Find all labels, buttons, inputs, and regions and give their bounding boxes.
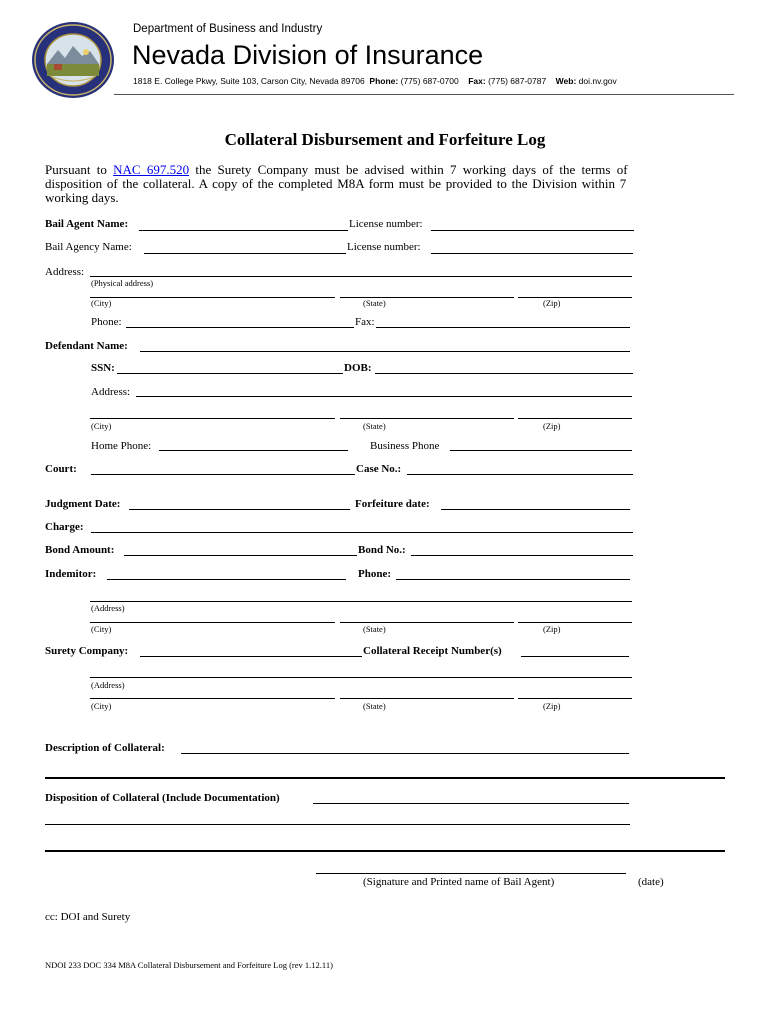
bail-agency-name-field[interactable] xyxy=(144,253,346,254)
home-phone-label: Home Phone: xyxy=(91,440,152,452)
agency-state-hint: (State) xyxy=(363,298,386,308)
ssn-label: SSN: xyxy=(91,362,115,374)
bond-amount-field[interactable] xyxy=(124,555,357,556)
charge-label: Charge: xyxy=(45,521,84,533)
indemitor-state-field[interactable] xyxy=(340,622,514,623)
web-label: Web: xyxy=(555,76,577,86)
bail-agent-name-label: Bail Agent Name: xyxy=(45,218,129,230)
forfeiture-date-field[interactable] xyxy=(441,509,630,510)
defendant-name-field[interactable] xyxy=(140,351,630,352)
home-phone-field[interactable] xyxy=(159,450,348,451)
department-name: Department of Business and Industry xyxy=(133,23,323,35)
intro-line-3: working days. xyxy=(45,190,119,205)
indemitor-zip-hint: (Zip) xyxy=(543,624,561,634)
agency-web: doi.nv.gov xyxy=(578,76,617,86)
collateral-receipt-field[interactable] xyxy=(521,656,629,657)
indemitor-address-field[interactable] xyxy=(90,601,632,602)
license-number-field[interactable] xyxy=(431,230,634,231)
agency-license-number-label: License number: xyxy=(347,241,421,253)
surety-zip-hint: (Zip) xyxy=(543,701,561,711)
agency-phone: (775) 687-0700 xyxy=(400,76,459,86)
disposition-collateral-field-2[interactable] xyxy=(45,824,630,825)
header-divider xyxy=(114,94,734,95)
court-field[interactable] xyxy=(91,474,355,475)
defendant-address-label: Address: xyxy=(91,386,131,398)
surety-company-field[interactable] xyxy=(140,656,362,657)
defendant-city-hint: (City) xyxy=(91,421,112,431)
bond-no-field[interactable] xyxy=(411,555,633,556)
signature-label: (Signature and Printed name of Bail Agent) xyxy=(363,876,555,888)
disposition-collateral-label: Disposition of Collateral (Include Documentation) xyxy=(45,792,280,804)
surety-state-hint: (State) xyxy=(363,701,386,711)
defendant-name-label: Defendant Name: xyxy=(45,340,128,352)
cc-note: cc: DOI and Surety xyxy=(45,911,131,923)
defendant-state-hint: (State) xyxy=(363,421,386,431)
agency-address-label: Address: xyxy=(45,266,85,278)
agency-address-field[interactable] xyxy=(90,276,632,277)
phone-label: Phone: xyxy=(91,316,122,328)
phone-label: Phone: xyxy=(369,76,399,86)
indemitor-city-field[interactable] xyxy=(90,622,335,623)
agency-title: Nevada Division of Insurance xyxy=(132,40,484,70)
bail-agent-name-field[interactable] xyxy=(139,230,348,231)
form-footer: NDOI 233 DOC 334 M8A Collateral Disbursement and Forfeiture Log (rev 1.12.11) xyxy=(45,960,333,970)
ssn-field[interactable] xyxy=(117,373,343,374)
agency-city-hint: (City) xyxy=(91,298,112,308)
section-divider-1 xyxy=(45,777,725,779)
bond-no-label: Bond No.: xyxy=(358,544,406,556)
agency-fax: (775) 687-0787 xyxy=(488,76,547,86)
indemitor-phone-field[interactable] xyxy=(396,579,630,580)
defendant-address-field[interactable] xyxy=(136,396,632,397)
license-number-label: License number: xyxy=(349,218,423,230)
intro-line-1: Pursuant to NAC 697.520 the Surety Company must be advised within 7 working days of the terms of xyxy=(45,162,628,177)
collateral-receipt-label: Collateral Receipt Number(s) xyxy=(363,645,502,657)
agency-city-field[interactable] xyxy=(90,297,335,298)
judgment-date-label: Judgment Date: xyxy=(45,498,121,510)
case-no-label: Case No.: xyxy=(356,463,402,475)
court-label: Court: xyxy=(45,463,77,475)
physical-address-hint: (Physical address) xyxy=(91,278,154,288)
fax-label: Fax: xyxy=(355,316,375,328)
indemitor-state-hint: (State) xyxy=(363,624,386,634)
bail-agency-name-label: Bail Agency Name: xyxy=(45,241,132,253)
defendant-zip-field[interactable] xyxy=(518,418,632,419)
surety-state-field[interactable] xyxy=(340,698,514,699)
defendant-zip-hint: (Zip) xyxy=(543,421,561,431)
fax-field[interactable] xyxy=(376,327,630,328)
surety-address-field[interactable] xyxy=(90,677,632,678)
case-no-field[interactable] xyxy=(407,474,633,475)
defendant-city-field[interactable] xyxy=(90,418,335,419)
nevada-seal-logo xyxy=(30,20,116,100)
signature-field[interactable] xyxy=(316,873,626,874)
bond-amount-label: Bond Amount: xyxy=(45,544,115,556)
surety-zip-field[interactable] xyxy=(518,698,632,699)
surety-company-label: Surety Company: xyxy=(45,645,129,657)
agency-license-number-field[interactable] xyxy=(431,253,633,254)
agency-zip-hint: (Zip) xyxy=(543,298,561,308)
agency-address: 1818 E. College Pkwy, Suite 103, Carson City, Nevada 89706 xyxy=(133,76,365,86)
surety-city-field[interactable] xyxy=(90,698,335,699)
description-collateral-label: Description of Collateral: xyxy=(45,742,165,754)
agency-zip-field[interactable] xyxy=(518,297,632,298)
forfeiture-date-label: Forfeiture date: xyxy=(355,498,430,510)
agency-contact-line xyxy=(133,76,617,86)
nac-link[interactable]: NAC 697.520 xyxy=(113,162,190,177)
date-label: (date) xyxy=(638,876,664,888)
defendant-state-field[interactable] xyxy=(340,418,514,419)
section-divider-2 xyxy=(45,850,725,852)
indemitor-address-hint: (Address) xyxy=(91,603,125,613)
indemitor-city-hint: (City) xyxy=(91,624,112,634)
dob-label: DOB: xyxy=(344,362,372,374)
disposition-collateral-field[interactable] xyxy=(313,803,629,804)
description-collateral-field[interactable] xyxy=(181,753,629,754)
indemitor-field[interactable] xyxy=(107,579,346,580)
indemitor-label: Indemitor: xyxy=(45,568,97,580)
dob-field[interactable] xyxy=(375,373,633,374)
indemitor-zip-field[interactable] xyxy=(518,622,632,623)
charge-field[interactable] xyxy=(91,532,633,533)
indemitor-phone-label: Phone: xyxy=(358,568,391,580)
surety-address-hint: (Address) xyxy=(91,680,125,690)
judgment-date-field[interactable] xyxy=(129,509,350,510)
phone-field[interactable] xyxy=(126,327,354,328)
business-phone-label: Business Phone xyxy=(370,440,440,452)
business-phone-field[interactable] xyxy=(450,450,632,451)
form-title: Collateral Disbursement and Forfeiture Log xyxy=(224,130,546,149)
intro-line-2: disposition of the collateral. A copy of the completed M8A form must be provided to the Division within 7 xyxy=(45,176,627,191)
surety-city-hint: (City) xyxy=(91,701,112,711)
fax-label: Fax: xyxy=(468,76,486,86)
